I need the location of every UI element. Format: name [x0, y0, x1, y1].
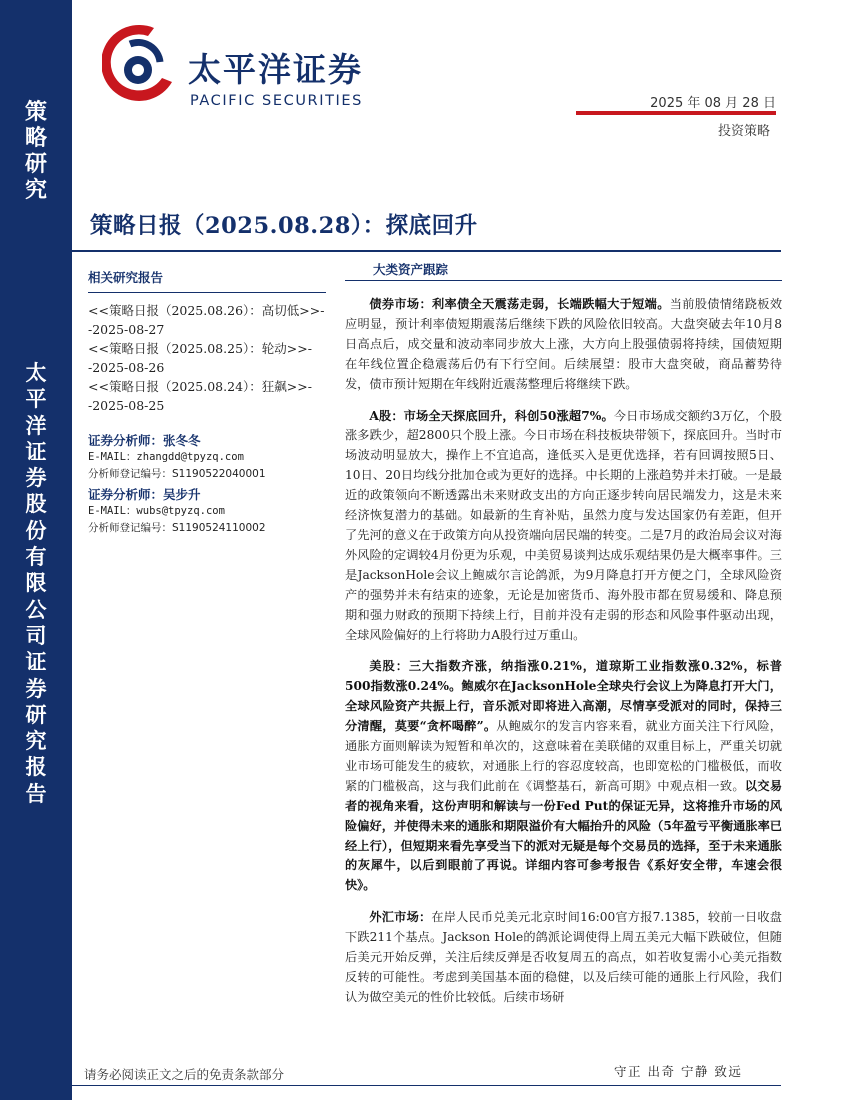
company-char: 公 — [25, 597, 47, 622]
company-char: 有 — [25, 545, 47, 570]
us-stock-lead: 美股：三大指数齐涨，纳指涨0.21%，道琼斯工业指数涨0.32%，标普500指数涨0.24%。鲍威尔在JacksonHole全球央行会议上为降息打开大门，全球风险资产共振上行，音乐派对即将进入高潮，尽情享受派对的同时，保持三分清醒，莫要“贪杯喝醉”。 — [345, 659, 782, 734]
bond-market-body: 当前股债情绪跷板效应明显，预计利率债短期震荡后继续下跌的风险依旧较高。大盘突破去年10月8日高点后，成交量和波动率同步放大上涨，大方向上股强债弱将持续，国债短期在年线位置企稳震荡后仍有下行空间。后续展望：股市大盘突破，商品蓄势待发，债市预计短期在年线附近震荡整理后将继续下跌。 — [345, 297, 783, 391]
related-report-link[interactable]: <<策略日报（2025.08.24）：狂飙>>--2025-08-25 — [88, 379, 312, 413]
company-char: 报 — [25, 755, 47, 780]
report-date: 2025 年 08 月 28 日 — [650, 96, 776, 111]
fx-market-lead: 外汇市场： — [369, 910, 432, 925]
company-char: 研 — [25, 702, 47, 727]
company-vertical-label — [0, 360, 72, 807]
disclaimer-note: 请务必阅读正文之后的免责条款部分 — [84, 1067, 285, 1082]
analyst-email[interactable]: E-MAIL：zhangdd@tpyzq.com — [88, 451, 244, 463]
report-type: 投资策略 — [717, 124, 770, 139]
company-char: 证 — [25, 650, 47, 675]
left-column — [88, 268, 328, 537]
analyst-email[interactable]: E-MAIL：wubs@tpyzq.com — [88, 505, 225, 517]
section-heading: 大类资产跟踪 — [373, 262, 449, 277]
bond-market-lead: 债券市场：利率债全天震荡走弱，长端跌幅大于短端。 — [369, 297, 670, 311]
analyst-name: 证券分析师：吴步升 — [88, 487, 201, 502]
a-share-paragraph — [345, 407, 782, 646]
company-char: 平 — [25, 387, 47, 412]
fx-market-paragraph — [345, 908, 782, 1008]
company-char: 券 — [25, 466, 47, 491]
related-reports-divider — [88, 292, 326, 293]
pacific-securities-logo-icon — [102, 22, 176, 108]
us-stock-paragraph — [345, 657, 782, 896]
company-char: 告 — [25, 781, 47, 806]
company-char: 究 — [25, 729, 47, 754]
title-divider — [72, 250, 781, 252]
company-char: 证 — [25, 439, 47, 464]
company-char: 股 — [25, 492, 47, 517]
header-red-rule — [576, 111, 776, 115]
footer-divider — [72, 1085, 781, 1086]
left-sidebar-band — [0, 0, 72, 1100]
category-char: 研 — [24, 152, 47, 177]
analyst-registration: 分析师登记编号：S1190522040001 — [88, 468, 266, 480]
analyst-name: 证券分析师：张冬冬 — [88, 433, 201, 448]
bond-market-paragraph — [345, 295, 782, 395]
analyst-registration: 分析师登记编号：S1190524110002 — [88, 522, 266, 534]
a-share-body: 今日市场成交额约3万亿，个股涨多跌少，超2800只个股上涨。今日市场在科技板块带领下，探底回升。当时市场波动明显放大，操作上不宜追高，逢低买入是更优选择，若有回调按照5日、10日、20日均线分批加仓或为更好的选择。中长期的上涨趋势并未打破。一是最近的政策领向不断透露出未来财政支出的方向正逐步转向居民端发力，这是未来经济恢复潜力的基础。如最新的生育补贴，虽然力度与发达国家仍有差距，但开了先河的意义在于政策方向从投资端向居民端的转变。二是7月的政治局会议对海外风险的定调较4月份更为乐观，中美贸易谈判达成乐观结果仍是大概率事件。三是JacksonHole会议上鲍威尔言论鸽派，为9月降息打开方便之门，全球风险资产的强势并未有结束的迹象，无论是加密货币、海外股市都在贸易缓和、降息预期和强力财政的预期下持续上行，目前并没有走弱的形态和风险事件驱动出现，全球风险偏好的上行将助力A股行过万重山。 — [345, 408, 782, 642]
main-content — [345, 260, 782, 1020]
category-char: 策 — [24, 100, 47, 125]
company-char: 限 — [25, 571, 47, 596]
brand-name-cn: 太平洋证券 — [188, 50, 363, 89]
a-share-lead: A股：市场全天探底回升，科创50涨超7%。 — [369, 408, 614, 423]
company-char: 洋 — [25, 413, 47, 438]
company-char: 司 — [25, 623, 47, 648]
us-stock-bold-conclusion: 以交易者的视角来看，这份声明和解读与一份Fed Put的保证无异，这将推升市场的风险偏好，并使得未来的通胀和期限溢价有大幅抬升的风险（5年盈亏平衡通胀率已经上行），但短期来看先享受当下的派对无疑是每个交易员的选择，至于未来通胀的灰犀牛，以后到眼前了再说。详细内容可参考报告《系好安全带，车速会很快》。 — [345, 778, 783, 893]
brand-name-en: PACIFIC SECURITIES — [190, 93, 363, 109]
company-char: 份 — [25, 518, 47, 543]
category-char: 略 — [24, 126, 47, 151]
company-char: 券 — [25, 676, 47, 701]
us-stock-body: 从鲍威尔的发言内容来看，就业方面关注下行风险，通胀方面则解读为短暂和单次的，这意味着在美联储的双重目标上，严重关切就业市场可能发生的疲软，对通胀上行的容忍度较高，也即宽松的门槛极低，而收紧的门槛极高，这与我们此前在《调整基石，新高可期》中观点相一致。 — [345, 719, 782, 793]
section-divider — [345, 280, 782, 281]
company-motto: 守正 出奇 宁静 致远 — [614, 1064, 743, 1079]
page-title: 策略日报（2025.08.28）：探底回升 — [90, 213, 478, 239]
related-report-link[interactable]: <<策略日报（2025.08.25）：轮动>>--2025-08-26 — [88, 341, 312, 375]
fx-market-body: 在岸人民币兑美元北京时间16:00官方报7.1385，较前一日收盘下跌211个基点。Jackson Hole的鸽派论调使得上周五美元大幅下跌破位，但随后美元开始反弹，关注后续反弹是否收复周五的高点，如若收复需小心美元指数反转的可能性。考虑到美国基本面的稳健，以及后续可能的通胀上行风险，我们认为做空美元的性价比较低。后续市场研 — [345, 910, 782, 1004]
related-report-link[interactable]: <<策略日报（2025.08.26）：高切低>>--2025-08-27 — [88, 303, 325, 337]
related-reports-heading: 相关研究报告 — [88, 270, 164, 285]
category-char: 究 — [24, 178, 47, 203]
category-vertical-label — [0, 100, 72, 204]
company-char: 太 — [25, 361, 47, 385]
